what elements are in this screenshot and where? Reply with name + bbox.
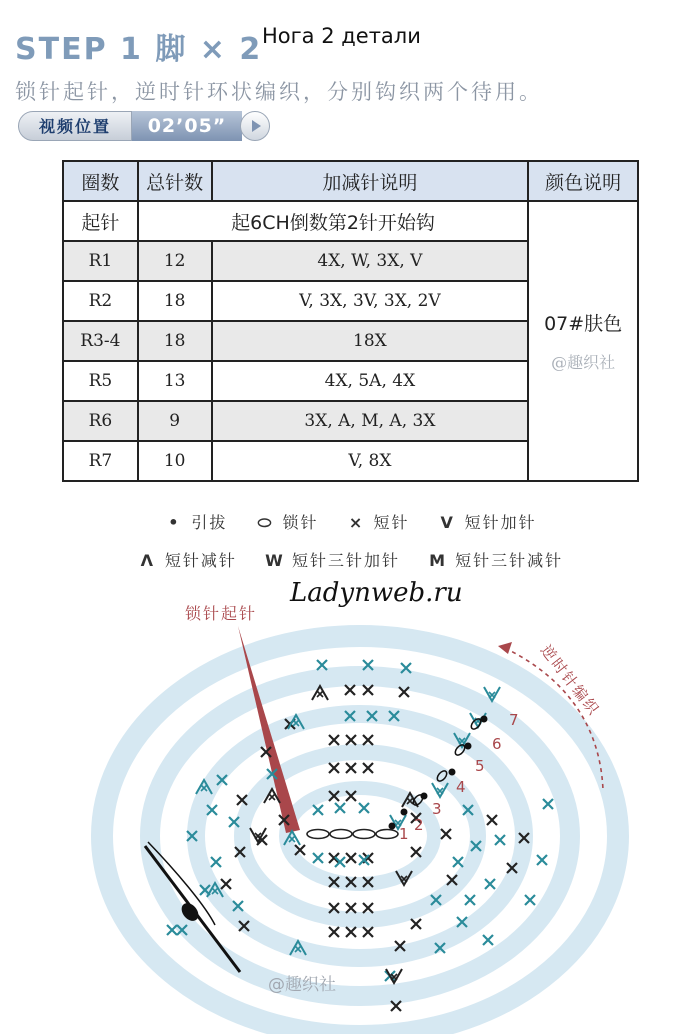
round-number-3: 3 bbox=[432, 800, 442, 818]
single-crochet-mark bbox=[329, 735, 339, 745]
instruction-cell: V, 3X, 3V, 3X, 2V bbox=[212, 281, 529, 321]
video-position-label: 视频位置 bbox=[18, 111, 132, 141]
instruction-cell: 4X, W, 3X, V bbox=[212, 241, 529, 281]
single-crochet-mark bbox=[335, 803, 345, 813]
instruction-cell: 3X, A, M, A, 3X bbox=[212, 401, 529, 441]
single-crochet-mark bbox=[453, 857, 463, 867]
table-row-start bbox=[63, 201, 638, 241]
sc-increase-icon: V bbox=[440, 513, 455, 532]
instruction-cell: V, 8X bbox=[212, 441, 529, 481]
slip-stitch-mark bbox=[389, 823, 396, 830]
count-cell: 13 bbox=[138, 361, 212, 401]
single-crochet-mark bbox=[363, 927, 373, 937]
slip-stitch-icon: • bbox=[168, 513, 181, 532]
color-note: 07#肤色 bbox=[544, 313, 623, 335]
step-title: STEP 1 脚 × 2 bbox=[15, 32, 263, 67]
chain-start-label: 锁针起针 bbox=[185, 604, 258, 623]
round-cell: R2 bbox=[63, 281, 138, 321]
stitch-table bbox=[62, 160, 639, 482]
single-crochet-mark bbox=[329, 763, 339, 773]
chain-mark bbox=[353, 830, 375, 839]
legend-slip-stitch bbox=[163, 510, 227, 533]
single-crochet-mark bbox=[346, 735, 356, 745]
single-crochet-mark bbox=[346, 853, 356, 863]
single-crochet-mark bbox=[346, 763, 356, 773]
table-header-row bbox=[63, 161, 638, 201]
round-number-7: 7 bbox=[509, 711, 519, 729]
single-crochet-mark bbox=[313, 853, 323, 863]
single-crochet-mark bbox=[221, 879, 231, 889]
legend-label: 短针三针减针 bbox=[455, 551, 564, 570]
slip-stitch-mark bbox=[449, 769, 456, 776]
single-crochet-mark bbox=[465, 895, 475, 905]
instruction-cell: 4X, 5A, 4X bbox=[212, 361, 529, 401]
single-crochet-mark bbox=[359, 803, 369, 813]
single-crochet-mark bbox=[363, 735, 373, 745]
single-crochet-mark bbox=[313, 805, 323, 815]
site-watermark: Ladynweb.ru bbox=[290, 578, 463, 608]
single-crochet-mark bbox=[363, 903, 373, 913]
header-instructions: 加减针说明 bbox=[212, 161, 529, 201]
header-color: 颜色说明 bbox=[528, 161, 638, 201]
video-timestamp: 02’05” bbox=[132, 111, 242, 141]
round-rings bbox=[102, 636, 618, 1034]
legend-chain bbox=[254, 510, 318, 533]
single-crochet-mark bbox=[363, 763, 373, 773]
table-watermark: @趣织社 bbox=[551, 353, 616, 372]
legend-label: 锁针 bbox=[282, 513, 319, 532]
count-cell: 9 bbox=[138, 401, 212, 441]
round-number-1: 1 bbox=[399, 825, 409, 843]
slip-stitch-mark bbox=[465, 743, 472, 750]
header-total: 总针数 bbox=[138, 161, 212, 201]
chain-mark bbox=[330, 830, 352, 839]
legend-label: 引拔 bbox=[191, 513, 228, 532]
chain-mark bbox=[307, 830, 329, 839]
single-crochet-mark bbox=[495, 835, 505, 845]
count-cell: 10 bbox=[138, 441, 212, 481]
single-crochet-mark bbox=[329, 927, 339, 937]
slip-stitch-mark bbox=[481, 716, 488, 723]
count-cell: 18 bbox=[138, 281, 212, 321]
single-crochet-mark bbox=[346, 927, 356, 937]
legend-label: 短针 bbox=[373, 513, 410, 532]
russian-title: Нога 2 детали bbox=[262, 24, 421, 48]
legend-label: 短针三针加针 bbox=[291, 551, 400, 570]
single-crochet-mark bbox=[363, 685, 373, 695]
single-crochet-mark bbox=[537, 855, 547, 865]
single-crochet-mark bbox=[167, 925, 177, 935]
round-cell: R7 bbox=[63, 441, 138, 481]
round-number-6: 6 bbox=[492, 735, 502, 753]
chain-icon: ⬭ bbox=[257, 513, 274, 532]
round-cell: R5 bbox=[63, 361, 138, 401]
sc-decrease-icon: Λ bbox=[140, 551, 156, 570]
instruction-subtitle: 锁针起针，逆时针环状编织，分别钩织两个待用。 bbox=[15, 80, 543, 104]
single-crochet-mark bbox=[411, 919, 421, 929]
foundation-chains bbox=[307, 830, 398, 839]
sc-3-decrease-icon: M bbox=[429, 551, 448, 570]
count-cell: 18 bbox=[138, 321, 212, 361]
direction-arrowhead bbox=[498, 642, 512, 654]
round-cell: R1 bbox=[63, 241, 138, 281]
single-crochet-mark bbox=[317, 660, 327, 670]
chain-mark bbox=[376, 830, 398, 839]
header-round: 圈数 bbox=[63, 161, 138, 201]
round-number-5: 5 bbox=[475, 757, 485, 775]
start-text: 起6CH倒数第2针开始钩 bbox=[138, 201, 528, 241]
start-label: 起针 bbox=[63, 201, 138, 241]
single-crochet-mark bbox=[485, 879, 495, 889]
single-crochet-mark bbox=[441, 829, 451, 839]
legend-label: 短针加针 bbox=[464, 513, 537, 532]
single-crochet-mark bbox=[411, 847, 421, 857]
single-crochet-mark bbox=[346, 903, 356, 913]
single-crochet-mark bbox=[483, 935, 493, 945]
legend-sc-increase bbox=[437, 510, 537, 533]
legend-row-1 bbox=[0, 510, 700, 533]
single-crochet-mark bbox=[525, 895, 535, 905]
sc-3-increase-icon: W bbox=[265, 551, 285, 570]
color-cell bbox=[528, 201, 638, 481]
bottom-watermark: @趣织社 bbox=[268, 975, 336, 995]
round-number-2: 2 bbox=[414, 816, 424, 834]
legend-label: 短针减针 bbox=[164, 551, 237, 570]
crochet-chart bbox=[0, 560, 700, 1034]
single-crochet-icon: × bbox=[348, 513, 365, 532]
count-cell: 12 bbox=[138, 241, 212, 281]
play-icon[interactable] bbox=[240, 111, 270, 141]
video-position-badge bbox=[18, 111, 270, 141]
single-crochet-mark bbox=[487, 815, 497, 825]
instruction-cell: 18X bbox=[212, 321, 529, 361]
legend-single-crochet bbox=[346, 510, 410, 533]
single-crochet-mark bbox=[345, 685, 355, 695]
round-cell: R3-4 bbox=[63, 321, 138, 361]
single-crochet-mark bbox=[211, 857, 221, 867]
single-crochet-mark bbox=[543, 799, 553, 809]
direction-label: 逆时针编织 bbox=[536, 641, 604, 720]
slip-stitch-mark bbox=[401, 809, 408, 816]
round-number-4: 4 bbox=[456, 778, 466, 796]
round-cell: R6 bbox=[63, 401, 138, 441]
